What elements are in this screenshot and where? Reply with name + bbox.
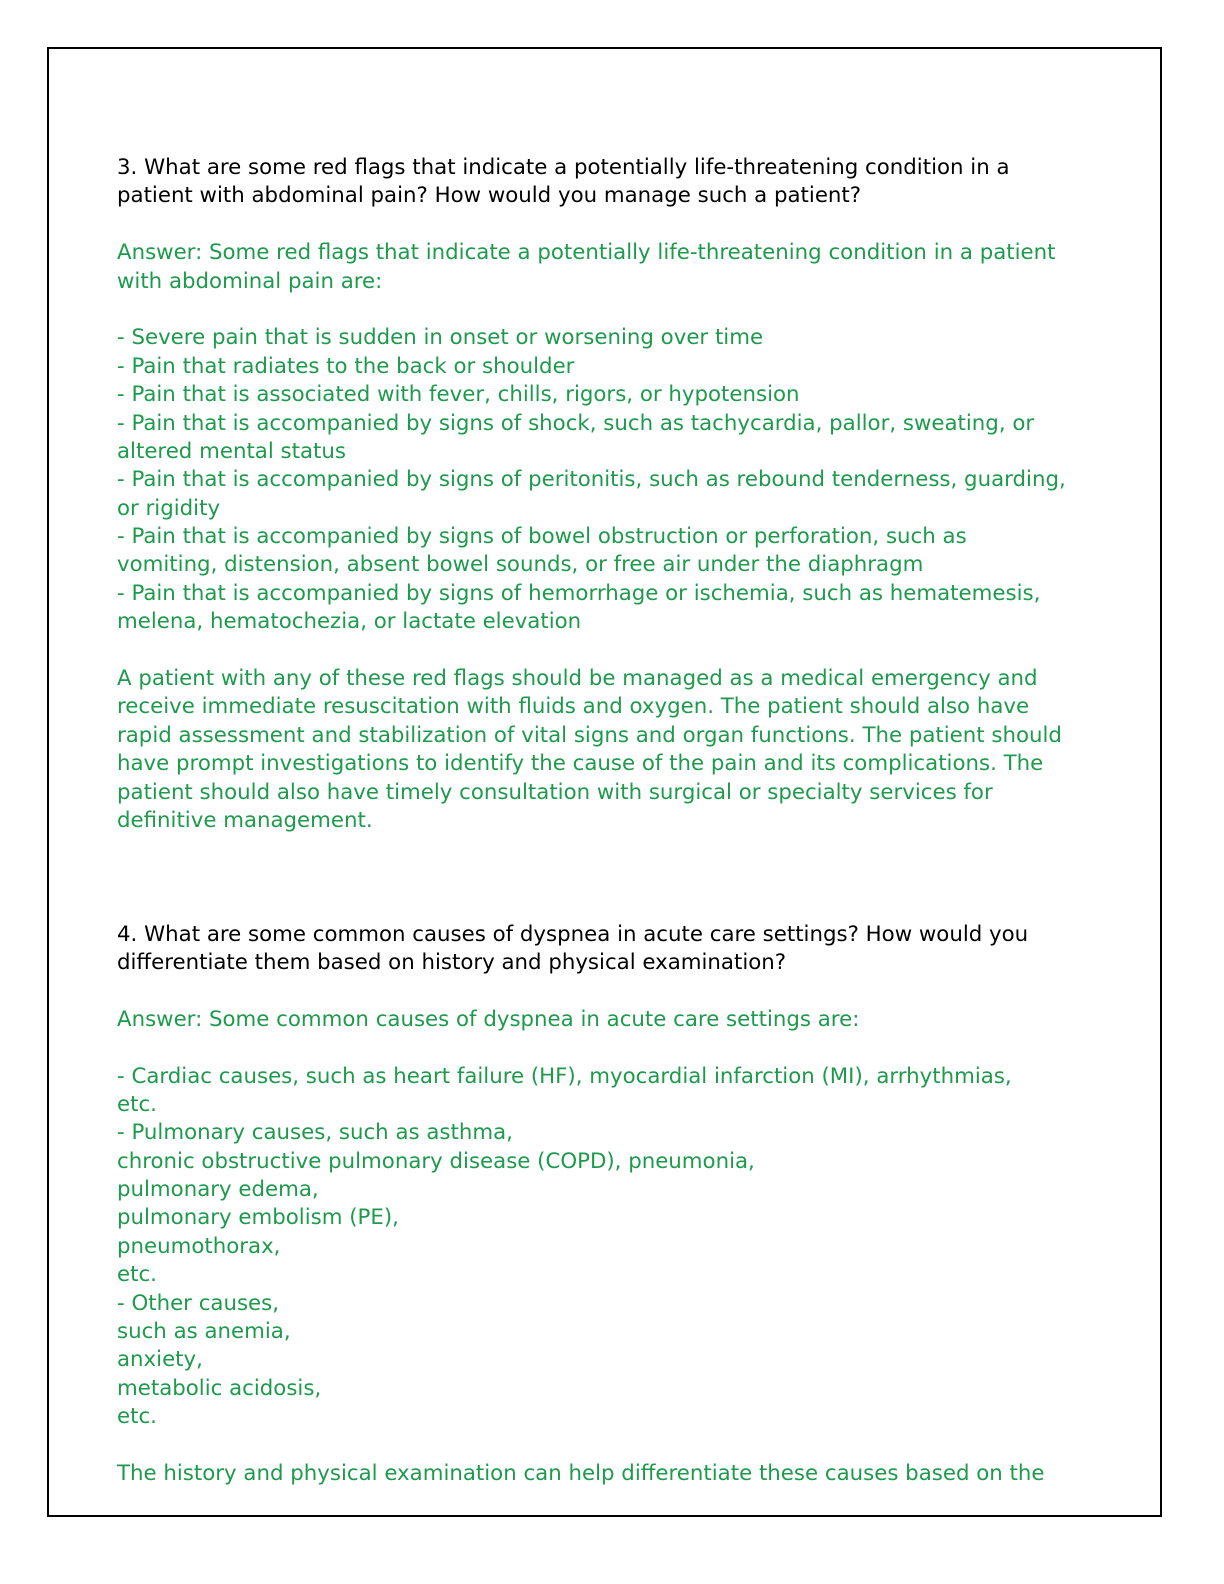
list-item: vomiting, distension, absent bowel sounds, or free air under the diaphragm: [117, 552, 924, 578]
paragraph-line: A patient with any of these red flags should be managed as a medical emergency and: [117, 666, 1038, 692]
list-item: - Other causes,: [117, 1290, 280, 1316]
page-content: [117, 154, 1127, 1488]
paragraph-line: rapid assessment and stabilization of vital signs and organ functions. The patient should: [117, 722, 1062, 748]
question-3-line: patient with abdominal pain? How would you manage such a patient?: [117, 183, 862, 209]
list-item: altered mental status: [117, 438, 346, 464]
paragraph-line: definitive management.: [117, 807, 373, 833]
question-4-line: differentiate them based on history and physical examination?: [117, 949, 787, 975]
list-item: - Severe pain that is sudden in onset or worsening over time: [117, 325, 764, 351]
list-item: - Pain that is accompanied by signs of bowel obstruction or perforation, such as: [117, 524, 967, 550]
list-item: - Pulmonary causes, such as asthma,: [117, 1120, 513, 1146]
list-item: - Pain that radiates to the back or shoulder: [117, 353, 575, 379]
list-item: - Pain that is accompanied by signs of hemorrhage or ischemia, such as hematemesis,: [117, 580, 1041, 606]
answer-4-intro-line: Answer: Some common causes of dyspnea in acute care settings are:: [117, 1006, 860, 1032]
list-item: etc.: [117, 1262, 157, 1288]
list-item: etc.: [117, 1404, 157, 1430]
management-paragraph: [117, 665, 1127, 835]
dyspnea-causes-list: [117, 1063, 1127, 1432]
paragraph-line: have prompt investigations to identify the cause of the pain and its complications. The: [117, 751, 1044, 777]
question-3: [117, 154, 1127, 211]
list-item: such as anemia,: [117, 1319, 291, 1345]
page-frame: [47, 47, 1162, 1517]
paragraph-line: patient should also have timely consultation with surgical or specialty services for: [117, 779, 993, 805]
paragraph-line: receive immediate resuscitation with fluids and oxygen. The patient should also have: [117, 694, 1030, 720]
list-item: - Cardiac causes, such as heart failure (HF), myocardial infarction (MI), arrhythmias,: [117, 1063, 1012, 1089]
list-item: - Pain that is accompanied by signs of peritonitis, such as rebound tenderness, guarding,: [117, 467, 1066, 493]
list-item: pulmonary edema,: [117, 1177, 319, 1203]
list-item: pulmonary embolism (PE),: [117, 1205, 399, 1231]
closing-paragraph: [117, 1460, 1127, 1488]
red-flags-list: [117, 324, 1127, 636]
question-3-line: 3. What are some red flags that indicate a potentially life-threatening condition in a: [117, 155, 1010, 180]
question-4: [117, 921, 1127, 978]
answer-4-intro: [117, 1006, 1127, 1034]
list-item: anxiety,: [117, 1347, 203, 1373]
list-item: etc.: [117, 1091, 157, 1117]
paragraph-line: The history and physical examination can help differentiate these causes based on the: [117, 1460, 1045, 1486]
list-item: pneumothorax,: [117, 1233, 281, 1259]
list-item: melena, hematochezia, or lactate elevation: [117, 609, 582, 635]
answer-3-intro-line: Answer: Some red flags that indicate a potentially life-threatening condition in a patient: [117, 240, 1056, 266]
answer-3-intro: [117, 239, 1127, 296]
list-item: - Pain that is associated with fever, chills, rigors, or hypotension: [117, 382, 800, 408]
question-4-line: 4. What are some common causes of dyspnea in acute care settings? How would you: [117, 921, 1029, 947]
list-item: metabolic acidosis,: [117, 1375, 322, 1401]
answer-3-intro-line: with abdominal pain are:: [117, 268, 383, 294]
list-item: or rigidity: [117, 495, 221, 521]
list-item: chronic obstructive pulmonary disease (COPD), pneumonia,: [117, 1148, 755, 1174]
list-item: - Pain that is accompanied by signs of shock, such as tachycardia, pallor, sweating, or: [117, 410, 1035, 436]
